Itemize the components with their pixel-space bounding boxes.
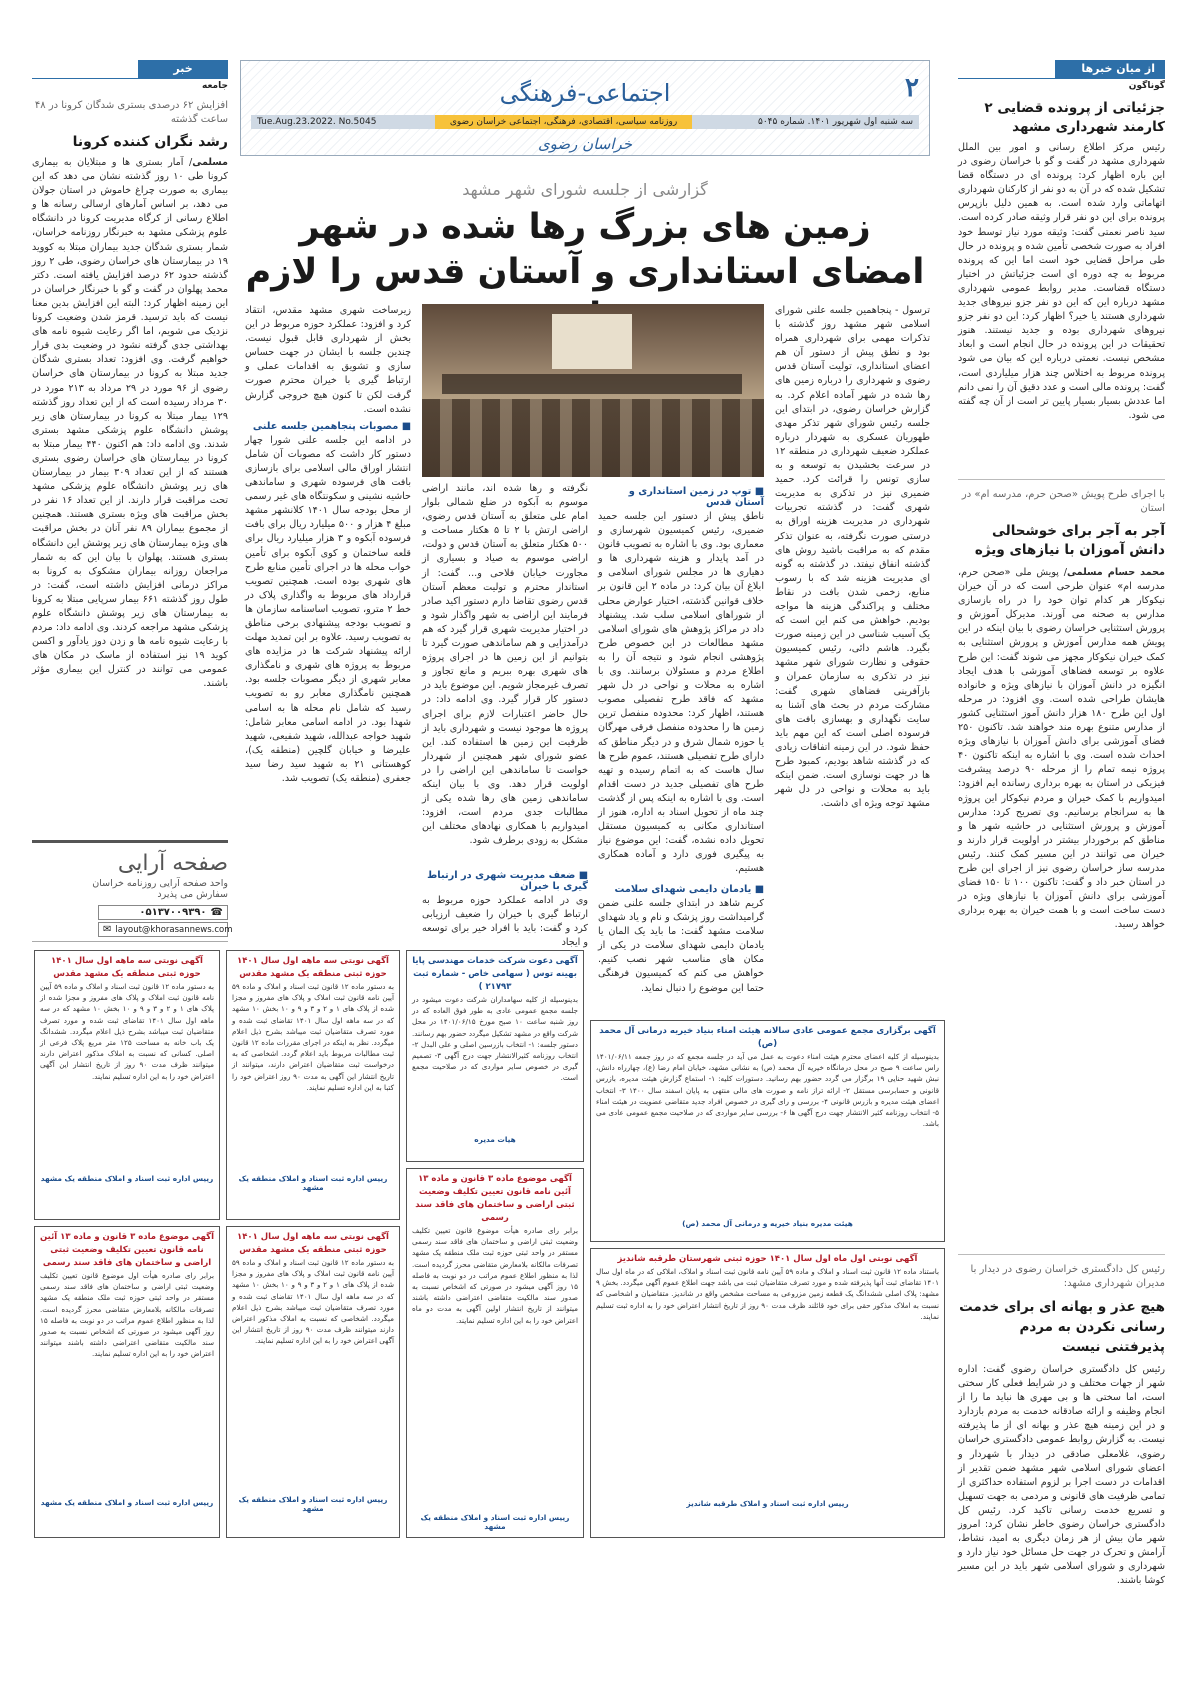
main-col-d-text: زیرساخت شهری مشهد مقدس، انتقاد کرد و افزود: عملکرد حوزه مربوط در این بخش از شهرداری قابل قبول نیست. چندین جلسه با ایشان در جهت حساس سازی و تشویق به اقدامات عملی و ارتباط گیری با خیران محترم صورت گرفت لکن تا کنون هیچ خروجی گزارش نشده است. [245, 305, 411, 415]
email-icon: ✉ [103, 924, 112, 935]
ad-5-footer: رییس اداره ثبت اسناد و املاک منطقه یک مشهد [420, 1513, 570, 1531]
ad-3-title: آگهی دعوت شرکت خدمات مهندسی پایا بهینه توس ( سهامی خاص - شماره ثبت ۲۱۷۹۳ ) [412, 956, 578, 992]
main-headline-1: زمین های بزرگ رها شده در شهر [299, 207, 871, 247]
ad-4-body: بدینوسیله از کلیه اعضای محترم هیئت امناء دعوت به عمل می آید در جلسه مجمع که در روز جمعه ۱۴۰۱/۰۶/۱۱ راس ساعت ۹ صبح در محل درمانگاه خیریه آل محمد (ص) به نشانی مشهد، خیابان امام رضا (ع)، چهارراه دانش، نبش شهید حنایی ۱۹ برگزار می گردد حضور بهم رسانید. دستورات کلیه: ۱- استماع گزارش هیئت مدیره، بازرس قانونی و حسابرسی مستقل ۲- ارائه تراز نامه و صورت های مالی منتهی به پایان اسفند سال ۱۴۰۰ ۳- انتخاب اعضای هیئت مدیره و بازرس قانونی ۴- بررسی و رای گیری در خصوص افراد جدید متقاضی عضویت در هیئت امناء ۵- انتخاب روزنامه کثیر الانتشار جهت درج آگهی ها ۶- بررسی سایر مواردی که در صلاحیت مجمع عمومی عادی می باشد. [596, 1052, 940, 1129]
story3-kicker: رئیس کل دادگستری خراسان رضوی در دیدار با مدیران شهرداری مشهد: [970, 1264, 1165, 1289]
ad-7-body: به دستور ماده ۱۲ قانون ثبت اسناد و املاک و ماده ۵۹ آیین نامه قانون ثبت املاک و پلاک های مفروز و مجزا شده از پلاک های ۱ و ۲ و ۳ و ۹ و ۱۰ بخش ۱۰ مشهد که در سه ماهه اول سال ۱۴۰۱ تقاضای ثبت شده و مورد تصرف متقاضیان ثبت میباشد بشرح ذیل اعلام میگردد. اشخاصی که نسبت به املاک مذکور اعتراض دارند میتوانند ظرف مدت ۹۰ روز از تاریخ انتشار این آگهی اعتراض خود را به این اداره تسلیم نمایند. [232, 1258, 394, 1346]
main-kicker: گزارشی از جلسه شورای شهر مشهد [462, 180, 708, 199]
col-b-subhead-2: ■ یادمان دایمی شهدای سلامت [614, 884, 764, 895]
main-col-d2-text: در ادامه این جلسه علنی شورا چهار دستور کار داشت که مصوبات آن شامل انتشار اوراق مالی اسلامی برای بازسازی بافت های فرسوده شهری و ساماندهی حاشیه نشینی و سکونتگاه های غیر رسمی از محل بودجه سال ۱۴۰۱ کلانشهر مشهد مبلغ ۴ هزار و ۵۰۰ میلیارد ریال برای بافت فرسوده آبکوه و ۳ هزار میلیارد ریال برای قلعه ساختمان و کوی آبکوه برای تأمین خواب محله ها در اجرای تأمین منابع طرح های شهری بوده است. همچنین تصویب قرارداد های مربوط به واگذاری پلاک در خط ۲ مترو، تصویب اساسنامه سازمان ها و تصویب بودجه پیشنهادی برخی مناطق به تصویب رسید. علاوه بر این تمدید مهلت ارائه پیشنهاد شرکت ها در مزایده های مربوط به پروژه های شهری و نامگذاری معابر شهری از دیگر مصوبات جلسه بود. همچنین نامگذاری معابر رو به تصویب رسید که شامل نام محله ها به اسامی شهدا بود. در ادامه اسامی معابر شامل: شهید خواجه عبدالله، شهید شفیعی، شهید علیرضا و خیابان گلچین (منطقه یک)، کوهستانی ۲۱ به شهید سید رضا سید جعفری (منطقه یک) تصویب شد. [245, 434, 411, 784]
ad-8-body: برابر رای صادره هیأت اول موضوع قانون تعیین تکلیف وضعیت ثبتی اراضی و ساختمان های فاقد سند رسمی مستقر در واحد ثبتی حوزه ثبت ملک منطقه یک مشهد تصرفات مالکانه بلامعارض متقاضی محرز گردیده است. لذا به منظور اطلاع عموم مراتب در دو نوبت به فاصله ۱۵ روز آگهی میشود در صورتی که اشخاص نسبت به صدور سند مالکیت متقاضی اعتراضی داشته باشند میتوانند اعتراض خود را به این اداره تسلیم نمایند. [40, 1271, 214, 1359]
contact-line1: واحد صفحه آرایی روزنامه خراسان [92, 878, 228, 889]
ad-5-title: آگهی موضوع ماده ۳ قانون و ماده ۱۳ آئین نامه قانون تعیین تکلیف وضعیت ثبتی اراضی و ساختمان های فاقد سند رسمی [415, 1174, 575, 1223]
ad-6-title: آگهی نوبتی اول ماه اول سال ۱۴۰۱ حوزه ثبتی شهرستان طرقبه شاندیز [617, 1254, 918, 1264]
news-tag: از میان خبرها [1055, 60, 1165, 78]
ad-2-footer: رییس اداره ثبت اسناد و املاک منطقه یک مشهد [238, 1174, 388, 1192]
story2-byline: محمد حسام مسلمی [1066, 567, 1166, 578]
right-column [958, 60, 1166, 1587]
col-b-subhead-1: ■ توپ در زمین استانداری و آستان قدس [628, 486, 764, 508]
ad-1-title: آگهی نوبتی سه ماهه اول سال ۱۴۰۱ حوزه ثبتی منطقه یک مشهد مقدس [51, 956, 203, 979]
story2-text: / پویش ملی «صحن حرم، مدرسه ام» عنوان طرحی است که در آن خیران نیکوکار هر کدام توان خود را در راه بازسازی مدارس به صحنه می آورند. مدیرکل آموزش و پرورش استثنایی خراسان رضوی با بیان اینکه در این پویش همه مدارس آموزش و پرورش استثنایی به کمک خیران نیکوکار مجهز می شوند گفت: این طرح علاوه بر توسعه فضاهای آموزشی با هدف ایجاد انگیزه در دانش آموزان با نیازهای ویژه و خانواده هایشان طراحی شده است. وی افزود: در مرحله اول این طرح ۱۸۰ هزار دانش آموز استثنایی کشور از مدارس متنوع بهره مند خواهند شد. تاکنون ۲۵۰ فضای آموزشی برای دانش آموزان با نیازهای ویژه احداث شده است. وی با اشاره به اینکه تاکنون ۴۰ پروژه نیمه تمام را از مرحله ۹۰ درصد پیشرفت فیزیکی در استان به بهره برداری رسانده ایم افزود: امیدواریم با کمک خیران و مردم نیکوکار این پروژه ها به سرانجام برسانیم. وی تصریح کرد: مدارس آموزش و پرورش استثنایی در حاشیه شهر ها و مناطق کم برخوردار بیشتر در اولویت قرار دارند و خیران می توانند در این مسیر کمک کنند. رئیس مدرسه ساز خراسان رضوی نیز از اجرای این طرح در استان خبر داد و گفت: تاکنون ۱۰۰ تا ۱۵۰ فضای آموزشی برای دانش آموزان با نیازهای ویژه در دست ساخت است و با همت خیران به بهره برداری خواهد رسید. [958, 567, 1165, 931]
ad-6-body: باستناد ماده ۱۲ قانون ثبت اسناد و املاک و ماده ۵۹ آیین نامه قانون ثبت اسناد و املاک، املاکی که در ماه اول سال ۱۴۰۱ تقاضای ثبت آنها پذیرفته شده و مورد تصرف متقاضیان ثبت می باشد جهت اطلاع عموم آگهی میگردد. بخش ۹ مشهد: پلاک اصلی ششدانگ یک قطعه زمین مزروعی به مساحت مشخص واقع در شاندیز. متقاضیان و اشخاصی که نسبت به املاک مذکور حقی برای خود قائلند ظرف مدت ۹۰ روز از تاریخ انتشار اعتراض خود را به اداره ثبت تسلیم نمایند. [596, 1267, 939, 1321]
ad-3-body: بدینوسیله از کلیه سهامداران شرکت دعوت میشود در جلسه مجمع عمومی عادی به طور فوق العاده که در روز شنبه ساعت ۱۰ صبح مورخ ۱۴۰۱/۰۶/۱۵ در محل شرکت واقع در مشهد تشکیل میگردد حضور بهم رسانند. دستور جلسه: ۱- انتخاب بازرسین اصلی و علی البدل ۲- انتخاب روزنامه کثیرالانتشار جهت درج آگهی ۳- تصمیم گیری در خصوص سایر مواردی که در صلاحیت مجمع است. [412, 995, 578, 1083]
newspaper-logo: خراسان رضوی [537, 135, 633, 153]
ad-2-title: آگهی نوبتی سه ماهه اول سال ۱۴۰۱ حوزه ثبتی منطقه یک مشهد مقدس [237, 956, 389, 979]
left-kicker: افزایش ۶۲ درصدی بستری شدگان کرونا در ۴۸ ساعت گذشته [34, 100, 228, 125]
council-meeting-photo [422, 304, 764, 477]
contact-title: صفحه آرایی [117, 851, 228, 876]
layout-contact-box [32, 840, 233, 942]
left-body [32, 156, 228, 796]
phone-icon: ☎ [210, 907, 223, 918]
main-col-a [775, 304, 930, 1008]
story2-title: آجر به آجر برای خوشحالی دانش آموزان با نیازهای ویژه [974, 523, 1165, 558]
ad-2-body: به دستور ماده ۱۲ قانون ثبت اسناد و املاک و ماده ۵۹ آیین نامه قانون ثبت املاک و پلاک های مفروز و مجزا شده از پلاک های ۱ و ۲ و ۳ و ۹ و ۱۰ بخش ۱۰ مشهد که در سه ماهه اول سال ۱۴۰۱ تقاضای ثبت شده و مورد تصرف متقاضیان ثبت میباشد بشرح ذیل اعلام میگردد. نظر به اینکه در اجرای مقررات ماده ۱۲ قانون ثبت مطالبات مربوط باید اعلام گردد. اشخاصی که به درخواست ثبت متقاضیان اعتراض دارند، میتوانند از تاریخ انتشار این آگهی به مدت ۹۰ روز اعتراض خود را کتبا به این اداره تسلیم نمایند. [232, 982, 395, 1092]
col-d-subhead: ■ مصوبات پنجاهمین جلسه علنی [252, 420, 411, 432]
ad-box-8 [34, 1226, 220, 1538]
news-tag-left: خبر [138, 60, 228, 78]
story3-title: هیچ عذر و بهانه ای برای خدمت رسانی نکردن به مردم پذیرفتنی نیست [959, 1299, 1165, 1355]
page-number: ۲ [905, 73, 919, 103]
main-headline-2: امضای استانداری و آستان قدس را لازم [245, 252, 925, 292]
main-col-c-text: نگرفته و رها شده اند، مانند اراضی موسوم به آبکوه در ضلع شمالی بلوار امام علی متعلق به آستان قدس رضوی، اراضی ارتش با ۲ تا ۵ هکتار مساحت و ۵۰۰ هکتار متعلق به آستان قدس و دولت، اراضی موسوم به صیاد و بسیاری از مجاورت خیابان فلاحی و... گفت: از استاندار محترم و تولیت معظم آستان قدس رضوی تقاضا دارم دستور اکید صادر فرمایند این اراضی به شهر واگذار شود و در اختیار مدیریت شهری قرار گیرد که هم درآمدزایی و هم ساماندهی صورت گیرد تا بتوانیم از این زمین ها در اجرای پروژه های شهری بهره ببریم و مانع تجاوز و تصرف غیرمجاز شویم. این موضوع باید در دستور کار قرار گیرد. وی ادامه داد: در حال حاضر اعتبارات لازم برای اجرای پروژه ها موجود نیست و شهرداری باید از ظرفیت این زمین ها استفاده کند. این عضو شورای شهر همچنین از شهردار خواست تا ساماندهی این اراضی را در اولویت قرار دهد. وی با بیان اینکه ساماندهی زمین های رها شده یکی از مطالبات جدی مردم است، افزود: امیدواریم با همکاری نهادهای مختلف این مشکل به زودی برطرف شود. [422, 483, 588, 847]
dateline: سه شنبه اول شهریور ۱۴۰۱. شماره ۵۰۴۵ [692, 115, 919, 129]
col-c-subhead: ■ ضعف مدیریت شهری در ارتباط گیری با خیران [427, 870, 588, 892]
paper-description: روزنامه سیاسی، اقتصادی، فرهنگی، اجتماعی خراسان رضوی [435, 115, 693, 129]
story2-body [958, 566, 1165, 1246]
section-label: گوناگون [958, 78, 1165, 91]
ad-5-body: برابر رای صادره هیأت موضوع قانون تعیین تکلیف وضعیت ثبتی اراضی و ساختمان های فاقد سند رسمی مستقر در واحد ثبتی حوزه ثبت ملک منطقه یک مشهد تصرفات مالکانه بلامعارض متقاضی محرز گردیده است. لذا به منظور اطلاع عموم مراتب در دو نوبت به فاصله ۱۵ روز آگهی میشود در صورتی که اشخاص نسبت به صدور سند مالکیت متقاضی اعتراضی داشته باشند میتوانند از تاریخ انتشار اولین آگهی به مدت دو ماه اعتراض خود را به این اداره تسلیم نمایند. [412, 1226, 578, 1325]
ad-box-7 [226, 1226, 400, 1538]
main-col-b-text: ناطق پیش از دستور این جلسه حمید ضمیری، رئیس کمیسیون شهرسازی و معماری بود. وی با اشاره به تصویب قانون در آمد پایدار و هزینه شهرداری ها و دهیاری ها در مجلس شورای اسلامی و ابلاغ آن بیان کرد: در ماده ۲ این قانون بر خلاف قوانین گذشته، اختیار عوارض محلی از شوراهای اسلامی سلب شد. پیشنهاد داد در مراکز پژوهش های شورای اسلامی مشهد مطالعات در این خصوص طرح پژوهشی انجام شود و نتیجه آن را به اطلاع مردم و مسئولان برسانند. وی با اشاره به محلات و نواحی در دل شهر مشهد که فاقد طرح تفصیلی مصوب هستند، اظهار کرد: محدوده منفصل ترین زمین ها را محدوده منفصل فرقی مهرگان یا حوزه شمال شرق و در دیگر مناطق که دارای طرح تفصیلی هستند، عموم طرح ها سال هاست که به اتمام رسیده و تهیه طرح های تفصیلی جدید در دست اقدام است. وی با اشاره به اینکه پس از گذشت چند ماه از تحویل اسناد به اداره، هنوز از استانداری مکانی به کمیسیون مستقل تحویل داده نشده، گفت: این موضوع نیاز به پیگیری فوری دارد و آماده همکاری هستیم. [598, 511, 764, 875]
ad-1-footer: رییس اداره ثبت اسناد و املاک منطقه یک مشهد [40, 1174, 214, 1183]
main-col-b2-text: کریم شاهد در ابتدای جلسه علنی ضمن گرامیداشت روز پزشک و نام و یاد شهدای سلامت مشهد گفت: ما باید یک المان یا یادمان دایمی شهدای سلامت در یکی از مکان های مناسب شهر نصب کنیم. خواهش می کنم که کمیسیون فرهنگی حتما این موضوع را دنبال نماید. [598, 898, 764, 994]
main-col-c [422, 482, 588, 1008]
story2-kicker: با اجرای طرح پویش «صحن حرم، مدرسه ام» در استان [961, 489, 1165, 514]
main-col-d [245, 304, 411, 1008]
ad-box-4 [590, 1020, 945, 1242]
ad-box-3 [406, 950, 584, 1162]
date-latin: Tue.Aug.23.2022. No.5045 [251, 115, 435, 129]
left-byline: مسلمی [192, 157, 228, 168]
left-section-label: جامعه [32, 78, 228, 91]
contact-email[interactable]: layout@khorasannews.com [115, 924, 233, 935]
main-col-b [598, 482, 764, 1008]
contact-phone: ۰۵۱۳۷۰۰۹۳۹۰ [139, 907, 207, 918]
story1-title: جزئیاتی از پرونده قضایی ۲ کارمند شهرداری مشهد [984, 100, 1165, 135]
ad-box-1 [34, 950, 220, 1220]
ad-6-footer: رییس اداره ثبت اسناد و املاک طرقبه شاندیز [686, 1499, 849, 1508]
contact-phone-row [98, 905, 228, 920]
ad-4-footer: هیئت مدیره بنیاد خیریه و درمانی آل محمد (ص) [682, 1219, 853, 1228]
ad-box-2 [226, 950, 400, 1220]
ad-7-title: آگهی نوبتی سه ماهه اول سال ۱۴۰۱ حوزه ثبتی منطقه یک مشهد مقدس [237, 1232, 389, 1255]
contact-line2: سفارش می پذیرد [157, 889, 228, 900]
left-text: / آمار بستری ها و مبتلایان به بیماری کرونا طی ۱۰ روز گذشته نشان می دهد که این بیماری به صورت چراغ خاموش در استان جولان می دهد، بر اساس آمارهای ارسالی رسانه ها و اطلاع رسانی از کرگاه مدیریت کرونا در دانشگاه علوم پزشکی مشهد به خبرنگار روزنامه خراسان، شمار بستری شدگان جدید بیماران مبتلا به کووید ۱۹ در بیمارستان های خراسان رضوی، طی ۲ روز گذشته حدود ۶۲ درصد افزایش یافته است. دکتر محمد پهلوان در گفت و گو با خبرنگار خراسان در این زمینه اظهار کرد: البته این افزایش بدین معنا نیست که باید ترسید. قرمز شدن وضعیت کرونا نزدیک می شویم، اما اگر رعایت شیوه نامه های بهداشتی جدی گرفته نشود در وضعیت بدی قرار خواهیم گرفت. وی افزود: تعداد بستری شدگان جدید مبتلا به کرونا در بیمارستان های خراسان رضوی از ۹۶ مورد در ۲۹ مرداد به ۲۱۳ مورد در ۳۰ مرداد رسیده است که از این تعداد روز گذشته ۱۲۹ بیمار مبتلا به کرونا در بیمارستان های زیر پوشش دانشگاه علوم پزشکی مشهد بستری شدند. وی ادامه داد: هم اکنون ۴۴۰ بیمار مبتلا به کرونا در بیمارستان های خراسان رضوی بستری هستند که از این تعداد ۳۰۹ بیمار در بیمارستان های زیر پوشش دانشگاه علوم پزشکی مشهد تحت مراقبت قرار دارند. از این تعداد ۱۶ نفر در بخش مراقبت های ویژه بستری هستند. همچنین از مجموع بیماران ۸۹ نفر آنان در بخش مراقبت های ویژه بیمارستان های زیر پوشش این دانشگاه بستری هستند. پهلوان با بیان این که به شمار مراجعان روزانه بیماران مشکوک به کرونا به مراکز درمانی افزایش داشته است، گفت: در طول روز گذشته ۶۶۱ بیمار سرپایی مبتلا به کرونا به بیمارستان های زیر پوشش دانشگاه علوم پزشکی مشهد مراجعه کردند. وی ادامه داد: مردم با رعایت شیوه نامه ها و زدن دوز یادآور و اکسن کوید ۱۹ نیز استفاده از ماسک در مکان های عمومی می توانند در کنترل این بیماری مؤثر باشند. [32, 157, 228, 690]
section-title: اجتماعی-فرهنگی [499, 79, 671, 107]
ad-1-body: به دستور ماده ۱۲ قانون ثبت اسناد و املاک و ماده ۵۹ آیین نامه قانون ثبت املاک و پلاک های مفروز و مجزا شده از پلاک های ۱ و ۲ و ۳ و ۹ و ۱۰ بخش ۱۰ مشهد که در سه ماهه اول سال ۱۴۰۱ تقاضای ثبت شده و مورد تصرف متقاضیان ثبت میباشد بشرح ذیل اعلام میگردد. ششدانگ یک باب خانه به مساحت ۱۲۵ متر مربع پلاک فرعی از اصلی. کسانی که نسبت به املاک مذکور اعتراض دارند میتوانند ظرف مدت ۹۰ روز از تاریخ انتشار این آگهی اعتراض خود را به این اداره تسلیم نمایند. [40, 982, 214, 1081]
ad-8-title: آگهی موضوع ماده ۳ قانون و ماده ۱۳ آئین نامه قانون تعیین تکلیف وضعیت ثبتی اراضی و ساختمان های فاقد سند رسمی [39, 1232, 214, 1268]
main-col-a-text: ترسول - پنجاهمین جلسه علنی شورای اسلامی شهر مشهد روز گذشته با تذکرات مهمی برای شهرداری همراه بود و نطق پیش از دستور آن هم اعضای استانداری، تولیت آستان قدس رضوی و شهرداری را درباره زمین های رها شده در شهر آماده اعلام کرد. به گزارش خراسان رضوی، در ابتدای این جلسه رئیس شورای شهر تذکر مهدی طهوریان عسکری به شهردار درباره عملکرد ضعیف شهرداری در منطقه ۱۲ در سرعت بخشیدن به توسعه و به سازی تونس را قرائت کرد. حمید ضمیری نیز در تذکری به مدیریت شهری گفت: در گذشته تجربیات شهرداری در مدیریت هزینه اوراق به درستی صورت نگرفته، به عنوان تذکر مقدم که به مراقبت باشید روش های گذشته انفاق نیفتد. در گذشته به گونه ای مدیریت هزینه شد که با رسوب منابع، زخمی شدن بافت در نقاط مختلف و پراکندگی هزینه ها مواجه بودیم. خواهش می کنم این است که یک آسیب شناسی در این زمینه صورت بگیرد. هاشم دائی، رئیس کمیسیون حقوقی و نظارت شورای شهر مشهد نیز در تذکری به سازمان عمران و بازآفرینی فضاهای شهری گفت: مشارکت مردم در بحث های آشنا به سایت نگهداری و بهسازی بافت های فرسوده اصلی است که این مهم باید حفظ شود. در این زمینه اتفاقات زیادی که در گذشته شاهد بودیم، کمبود طرح ها در جهت نوسازی است. ضمن اینکه باید به محلات و نواحی در دل شهر مشهد توجه ویژه ای داشت. [775, 305, 930, 810]
ad-box-5 [406, 1168, 584, 1538]
ad-box-6 [590, 1248, 945, 1538]
left-column [32, 60, 228, 820]
story1-body: رئیس مرکز اطلاع رسانی و امور بین الملل شهرداری مشهد در گفت و گو با خراسان رضوی در این باره اظهار کرد: پرونده ای در دستگاه قضا تشکیل شده که در آن به دو نفر از کارکنان شهرداری اتهاماتی وارد شده است. به همین دلیل بازپرس پرونده برای این دو نفر قرار وثیقه صادر کرده است. سید ناصر نعمتی گفت: وثیقه مورد نیاز توسط خود افراد به صورت شخصی تأمین شده و پرونده در حال طی مراحل قضایی خود است اما این که پرونده مربوط به چه دوره ای است جزئیاتش در اختیار دستگاه قضاست. مدیر روابط عمومی شهرداری مشهد درباره این که این دو نفر جزو نیروهای جدید شهرداری هستند یا خیر؟ اظهار کرد: این دو نفر جزو نیروهای شهرداری بوده و جدید نیستند. هنوز تحقیقات در این پرونده در حال انجام است و ابعاد مشخص نیست. نعمتی درباره این که بیان می شود پرونده مربوط به اختلاس چند هزار میلیاردی است، گفت: پرونده مالی است و عدد دقیق آن را نمی دانم اما عددش بسیار بسیار پایین تر است از آن چه گفته می شود. [958, 142, 1165, 421]
left-title: رشد نگران کننده کرونا [72, 134, 228, 150]
story3-body: رئیس کل دادگستری خراسان رضوی گفت: اداره شهر از جهات مختلف و در شرایط فعلی کار سختی است، اما سختی ها و بی مهری ها نباید ما را از انجام وظیفه و ارائه صادقانه خدمت به مردم بازدارد و در این زمینه هیچ عذر و بهانه ای از ما پذیرفته نیست. به گزارش روابط عمومی دادگستری خراسان رضوی، غلامعلی صادقی در دیدار با شهردار و اعضای شورای اسلامی شهر مشهد ضمن تقدیر از اقدامات در دست اجرا بر لزوم استفاده حداکثری از تمامی ظرفیت های قانونی و مردمی به جهت تسهیل و تسریع خدمت رسانی تاکید کرد. رئیس کل دادگستری خراسان رضوی خاطر نشان کرد: امروز شهر مان بیش از هر زمان دیگری به امید، نشاط، آرامش و تحرک در جهت حل مسائل خود نیاز دارد و شهرداری و شورای اسلامی شهر باید در این مسیر کوشا باشند. [958, 1364, 1165, 1587]
ad-8-footer: رییس اداره ثبت اسناد و املاک منطقه یک مشهد [40, 1498, 214, 1507]
main-col-c2-text: وی در ادامه عملکرد حوزه مربوط به ارتباط گیری با خیران را ضعیف ارزیابی کرد و گفت: باید با افراد خیر برای توسعه و ایجاد [422, 895, 588, 949]
ad-7-footer: رییس اداره ثبت اسناد و املاک منطقه یک مشهد [238, 1495, 388, 1513]
ad-4-title: آگهی برگزاری مجمع عمومی عادی سالانه هیئت امناء بنیاد خیریه درمانی آل محمد (ص) [599, 1026, 936, 1049]
contact-email-row[interactable] [98, 922, 233, 937]
ad-3-footer: هیات مدیره [474, 1135, 516, 1144]
header-info-bar [251, 115, 919, 129]
masthead [240, 60, 930, 156]
